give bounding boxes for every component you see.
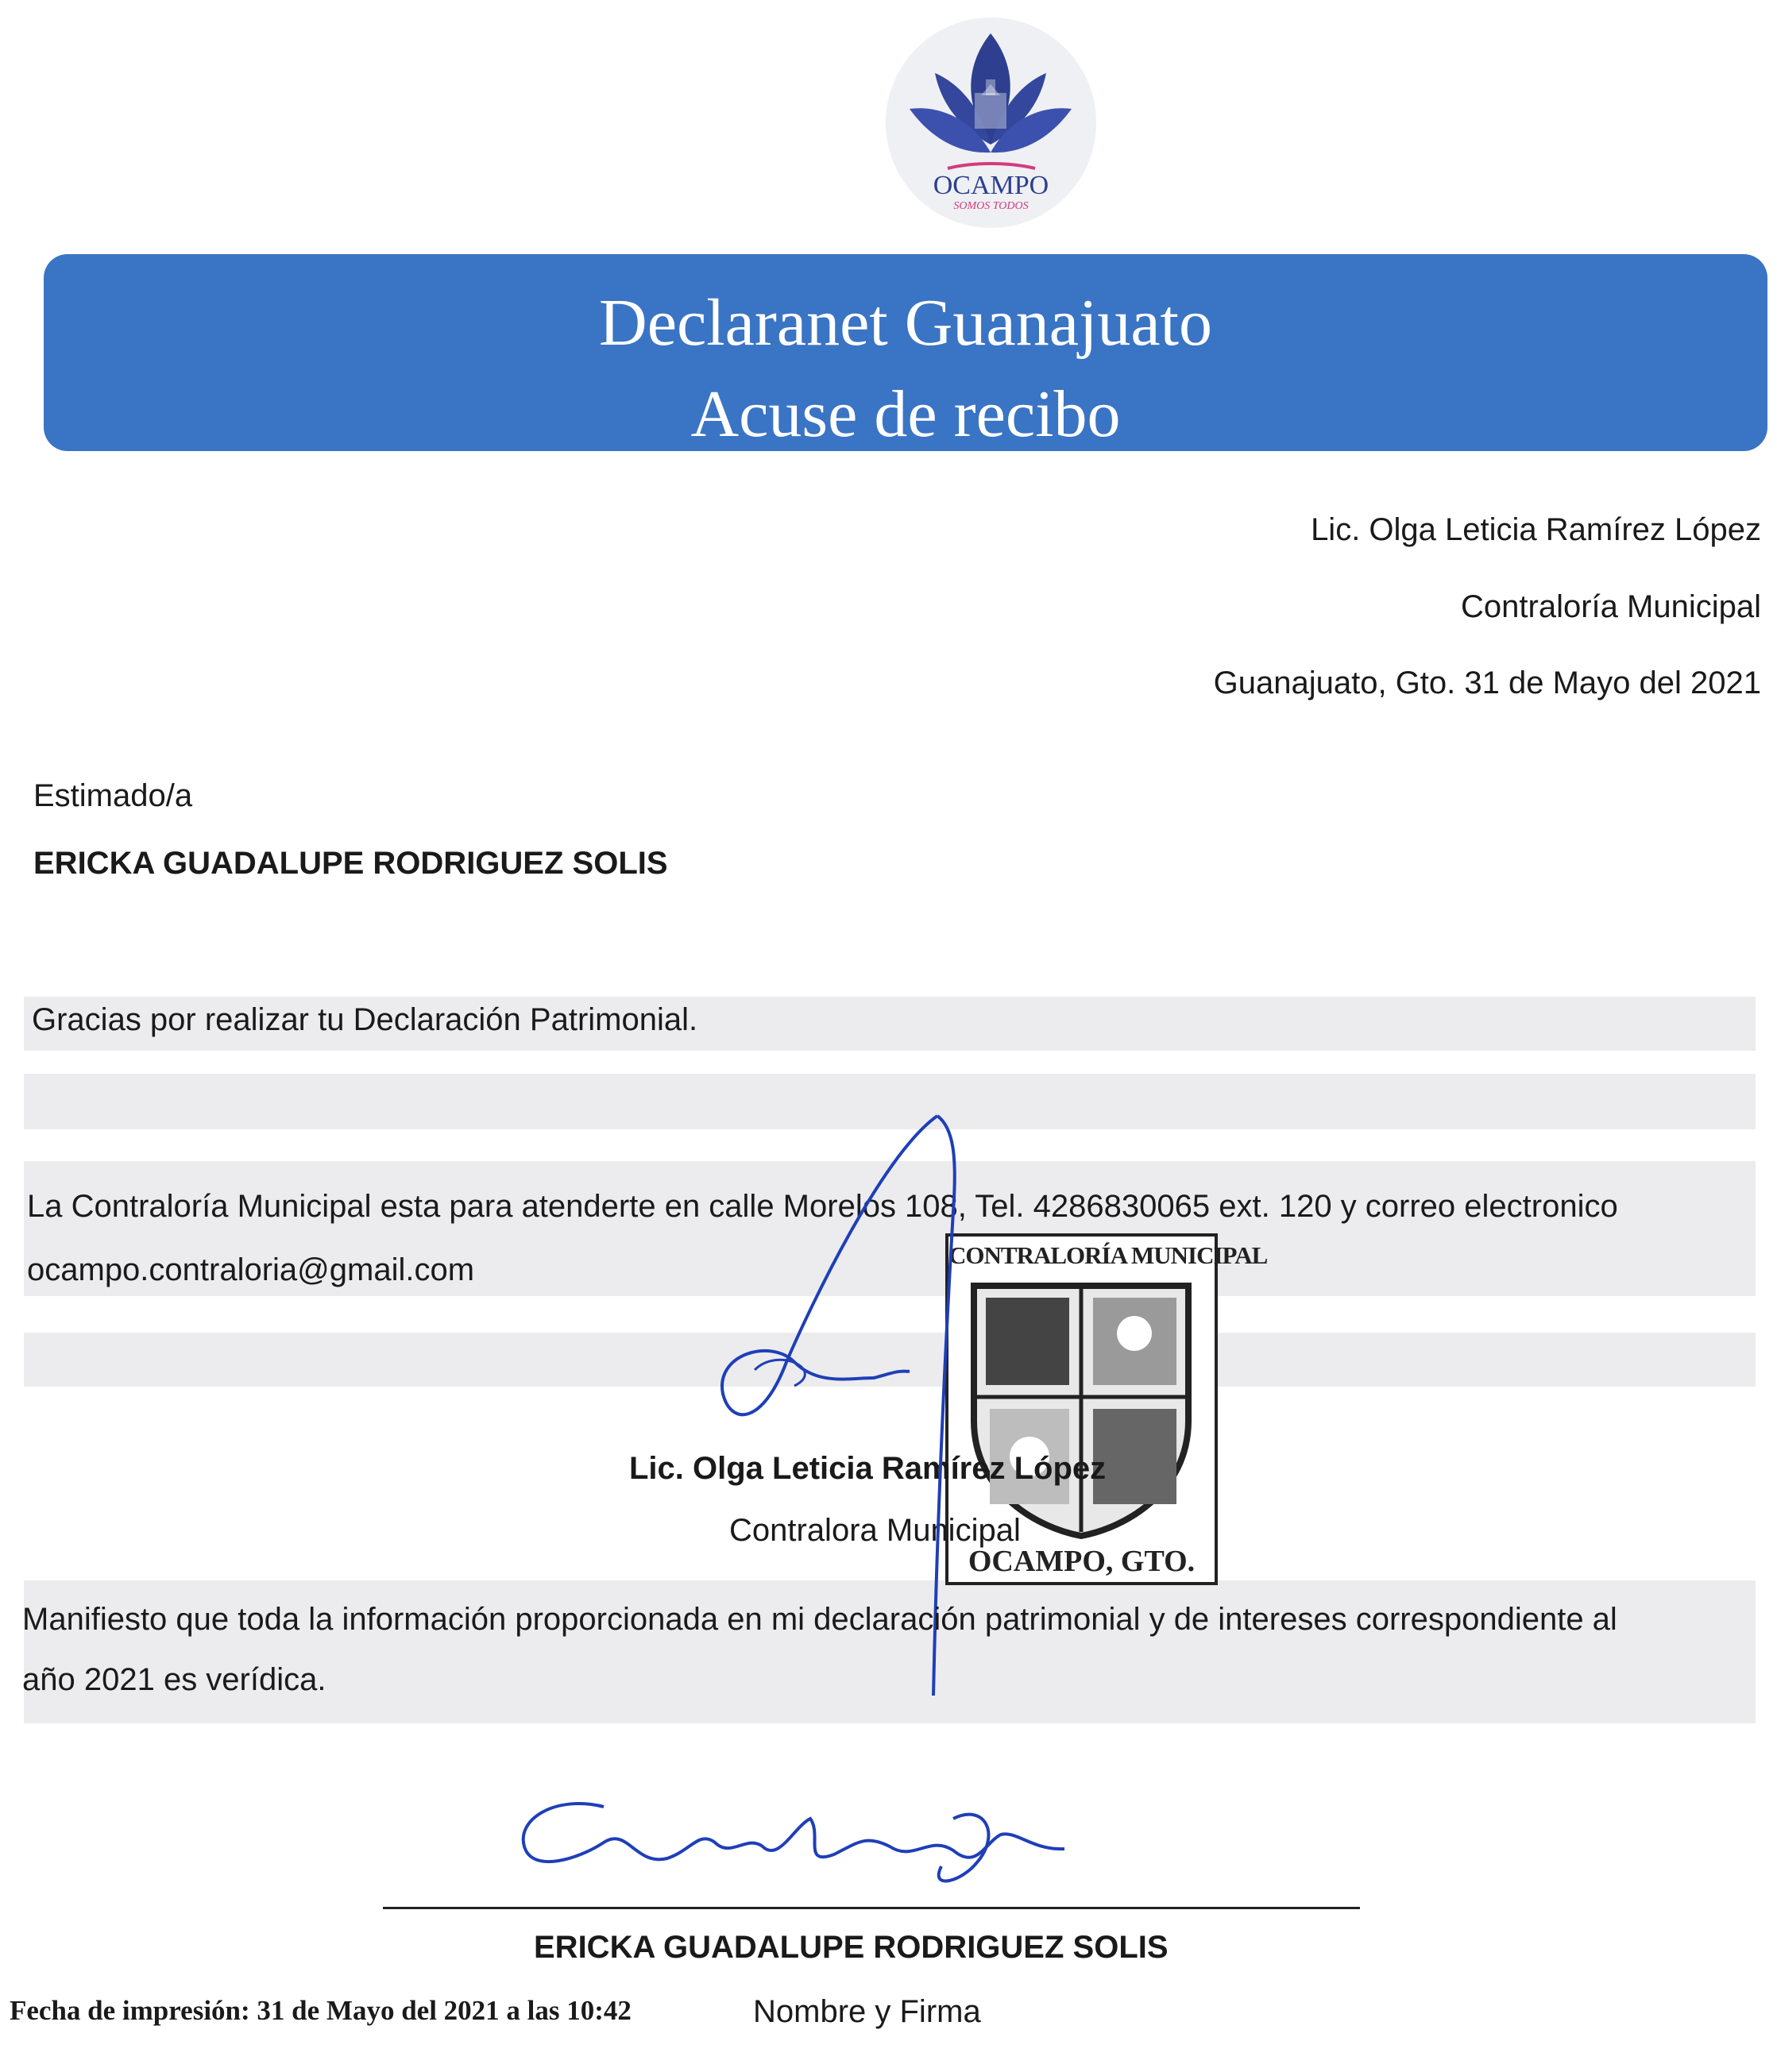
header-office: Contraloría Municipal <box>1461 589 1761 624</box>
coat-of-arms-icon <box>966 1278 1196 1540</box>
banner-subtitle: Acuse de recibo <box>690 377 1121 451</box>
declaration-line2: año 2021 es verídica. <box>22 1662 326 1697</box>
contact-email: ocampo.contraloria@gmail.com <box>27 1252 475 1287</box>
stamp-bottom-text: OCAMPO, GTO. <box>968 1545 1196 1578</box>
banner-title: Declaranet Guanajuato <box>599 286 1212 360</box>
signature-line <box>383 1907 1360 1909</box>
declarant-name: ERICKA GUADALUPE RODRIGUEZ SOLIS <box>534 1930 1169 1965</box>
salutation: Estimado/a <box>33 778 193 813</box>
title-banner <box>44 254 1767 451</box>
recipient-name: ERICKA GUADALUPE RODRIGUEZ SOLIS <box>33 846 668 881</box>
ocampo-logo <box>886 17 1096 228</box>
contact-text-line1: La Contraloría Municipal esta para atenderte en calle Morelos 108, Tel. 4286830065 ext. 120 y correo electronico <box>27 1189 1618 1224</box>
logo-tagline: SOMOS TODOS <box>953 200 1029 212</box>
logo-name: OCAMPO <box>933 171 1049 200</box>
print-date: Fecha de impresión: 31 de Mayo del 2021 a las 10:42 <box>10 1995 632 2026</box>
header-official: Lic. Olga Leticia Ramírez López <box>1311 512 1761 547</box>
declarant-signature <box>508 1787 1080 1914</box>
stamp-top-text: CONTRALORÍA MUNICIPAL <box>948 1241 1268 1269</box>
thanks-text: Gracias por realizar tu Declaración Patrimonial. <box>32 1002 698 1037</box>
signatory-title: Contralora Municipal <box>729 1513 1021 1548</box>
header-place-date: Guanajuato, Gto. 31 de Mayo del 2021 <box>1213 666 1761 700</box>
declaration-line1: Manifiesto que toda la información proporcionada en mi declaración patrimonial y de intereses correspondiente al <box>22 1602 1617 1637</box>
signature-caption: Nombre y Firma <box>753 1994 981 2029</box>
signatory-name: Lic. Olga Leticia Ramírez López <box>629 1451 1107 1486</box>
